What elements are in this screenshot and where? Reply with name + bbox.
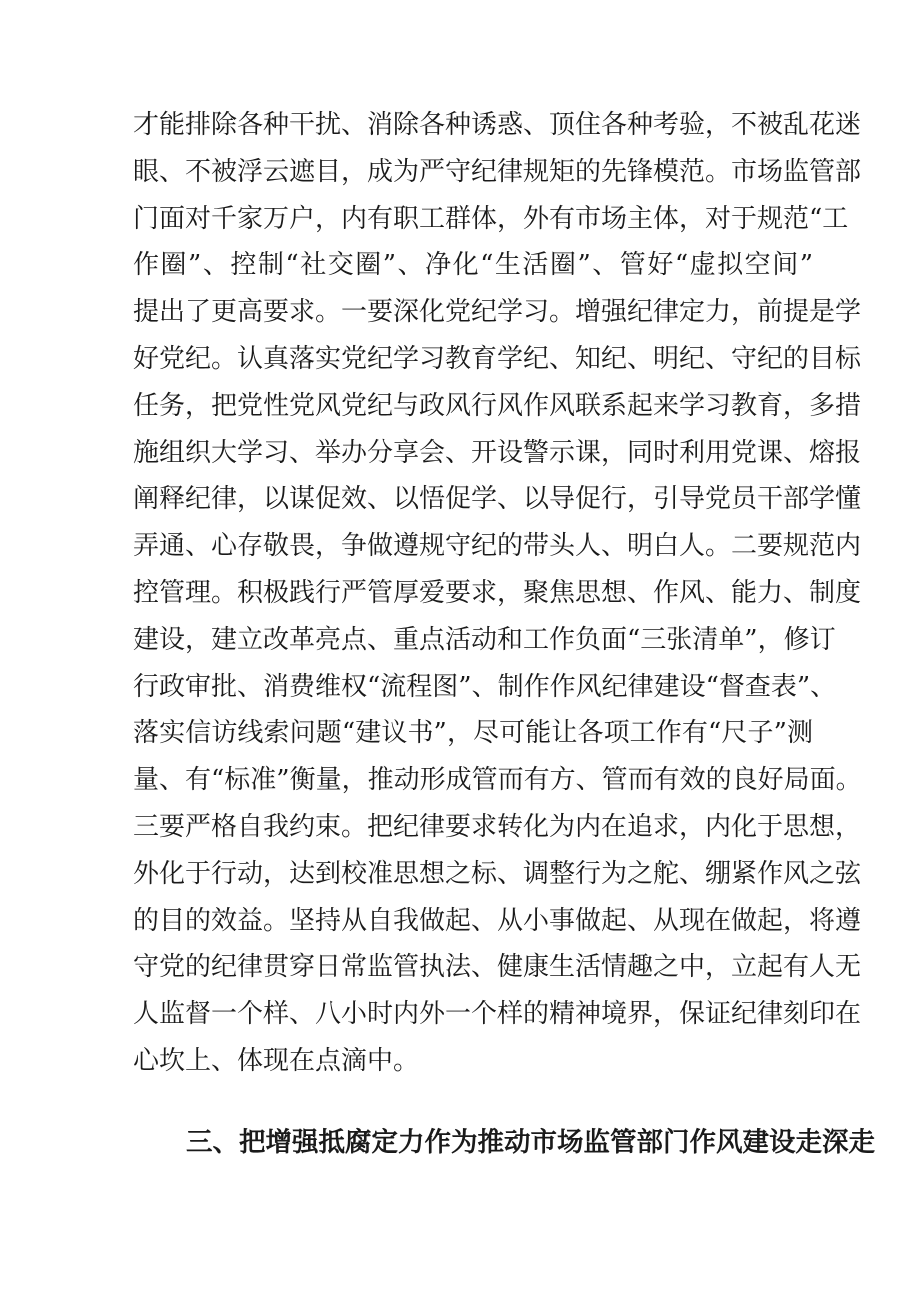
body-paragraph	[133, 102, 862, 1085]
paragraph-line-20: 人监督一个样、八小时内外一个样的精神境界，保证纪律刻印在	[133, 999, 862, 1030]
paragraph-line-19: 守党的纪律贯穿日常监管执法、健康生活情趣之中，立起有人无	[133, 952, 862, 983]
paragraph-line-12: 建设，建立改革亮点、重点活动和工作负面“三张清单”，修订	[133, 624, 836, 655]
paragraph-line-17: 外化于行动，达到校准思想之标、调整行为之舵、绷紧作风之弦	[133, 858, 862, 889]
paragraph-line-13: 行政审批、消费维权“流程图”、制作作风纪律建设“督查表”、	[133, 671, 837, 702]
paragraph-line-3: 门面对千家万户，内有职工群体，外有市场主体，对于规范“工	[133, 203, 849, 234]
paragraph-line-15: 量、有“标准”衡量，推动形成管而有方、管而有效的良好局面。	[133, 765, 862, 796]
paragraph-line-8: 施组织大学习、举办分享会、开设警示课，同时利用党课、熔报	[133, 437, 862, 468]
paragraph-line-18: 的目的效益。坚持从自我做起、从小事做起、从现在做起，将遵	[133, 905, 862, 936]
paragraph-line-16: 三要严格自我约束。把纪律要求转化为内在追求，内化于思想，	[133, 811, 862, 842]
paragraph-line-14: 落实信访线索问题“建议书”，尽可能让各项工作有“尺子”测	[133, 718, 813, 749]
paragraph-line-2: 眼、不被浮云遮目，成为严守纪律规矩的先锋模范。市场监管部	[133, 156, 862, 187]
paragraph-line-5: 提出了更高要求。一要深化党纪学习。增强纪律定力，前提是学	[133, 297, 862, 328]
paragraph-line-4: 作圈”、控制“社交圈”、净化“生活圈”、管好“虚拟空间”	[133, 250, 813, 281]
paragraph-line-7: 任务，把党性党风党纪与政风行风作风联系起来学习教育，多措	[133, 390, 862, 421]
paragraph-line-1: 才能排除各种干扰、消除各种诱惑、顶住各种考验，不被乱花迷	[133, 110, 862, 140]
paragraph-line-21: 心坎上、体现在点滴中。	[133, 1045, 420, 1076]
paragraph-line-9: 阐释纪律，以谋促效、以悟促学、以导促行，引导党员干部学懂	[133, 484, 862, 515]
paragraph-line-6: 好党纪。认真落实党纪学习教育学纪、知纪、明纪、守纪的目标	[133, 343, 862, 374]
section-heading: 三、把增强抵腐定力作为推动市场监管部门作风建设走深走	[186, 1127, 875, 1158]
paragraph-line-11: 控管理。积极践行严管厚爱要求，聚焦思想、作风、能力、制度	[133, 577, 862, 608]
paragraph-line-10: 弄通、心存敬畏，争做遵规守纪的带头人、明白人。二要规范内	[133, 531, 862, 562]
